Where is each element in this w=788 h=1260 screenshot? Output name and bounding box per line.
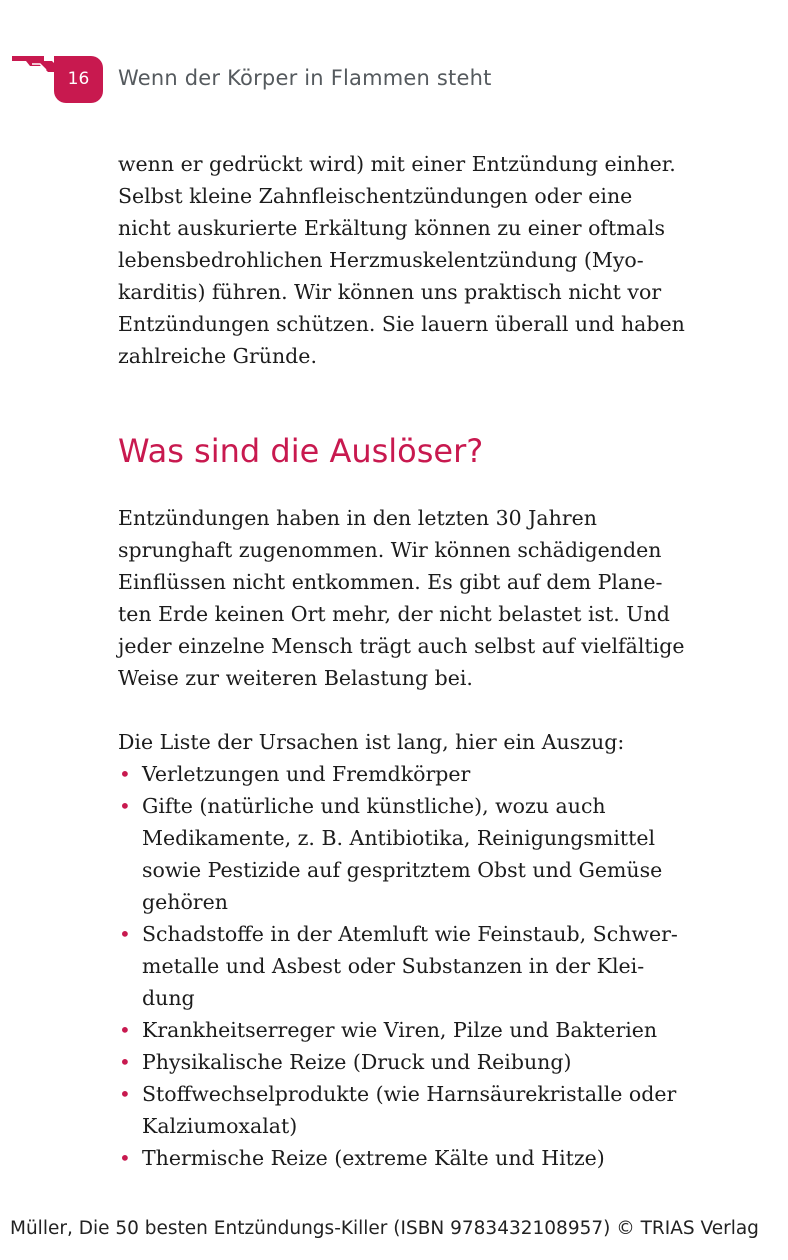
section-heading: Was sind die Auslöser?	[118, 432, 484, 470]
text-line: Schadstoffe in der Atemluft wie Feinstaub, Schwer-	[142, 922, 678, 946]
text-line: wenn er gedrückt wird) mit einer Entzündung einher.	[118, 152, 676, 176]
text-line: gehören	[142, 890, 228, 914]
text-line: Verletzungen und Fremdkörper	[142, 762, 471, 786]
bullet-icon: •	[119, 794, 131, 818]
text-line: dung	[142, 986, 195, 1010]
bullet-icon: •	[119, 1018, 131, 1042]
text-line: Die Liste der Ursachen ist lang, hier ein Auszug:	[118, 730, 625, 754]
text-line: Krankheitserreger wie Viren, Pilze und Bakterien	[142, 1018, 658, 1042]
text-line: Selbst kleine Zahnfleischentzündungen oder eine	[118, 184, 633, 208]
list-item	[118, 790, 738, 918]
text-line: Physikalische Reize (Druck und Reibung)	[142, 1050, 572, 1074]
running-title: Wenn der Körper in Flammen steht	[118, 66, 492, 90]
copyright-footer: Müller, Die 50 besten Entzündungs-Killer (ISBN 9783432108957) © TRIAS Verlag	[10, 1218, 759, 1239]
text-line: ten Erde keinen Ort mehr, der nicht belastet ist. Und	[118, 602, 670, 626]
page-number-badge: 16	[54, 56, 103, 103]
list-item	[118, 1142, 738, 1174]
page-header	[0, 52, 788, 104]
bullet-icon: •	[119, 1050, 131, 1074]
list-item	[118, 1046, 738, 1078]
intro-paragraph	[118, 148, 718, 372]
text-line: sowie Pestizide auf gespritztem Obst und Gemüse	[142, 858, 663, 882]
text-line: Entzündungen haben in den letzten 30 Jahren	[118, 506, 597, 530]
text-line: Weise zur weiteren Belastung bei.	[118, 666, 473, 690]
text-line: Stoffwechselprodukte (wie Harnsäurekristalle oder	[142, 1082, 677, 1106]
text-line: Kalziumoxalat)	[142, 1114, 298, 1138]
list-item	[118, 758, 738, 790]
text-line: sprunghaft zugenommen. Wir können schädigenden	[118, 538, 662, 562]
text-line: Entzündungen schützen. Sie lauern überall und haben	[118, 312, 685, 336]
text-line: Thermische Reize (extreme Kälte und Hitze)	[142, 1146, 605, 1170]
bullet-icon: •	[119, 1146, 131, 1170]
bullet-icon: •	[119, 922, 131, 946]
text-line: zahlreiche Gründe.	[118, 344, 317, 368]
main-paragraph	[118, 502, 718, 694]
text-line: Einflüssen nicht entkommen. Es gibt auf dem Plane-	[118, 570, 663, 594]
bullet-icon: •	[119, 1082, 131, 1106]
list-item	[118, 1014, 738, 1046]
list-intro	[118, 726, 718, 758]
list-item	[118, 1078, 738, 1142]
text-line: Medikamente, z. B. Antibiotika, Reinigungsmittel	[142, 826, 656, 850]
text-line: karditis) führen. Wir können uns praktisch nicht vor	[118, 280, 662, 304]
text-line: lebensbedrohlichen Herzmuskelentzündung (Myo-	[118, 248, 644, 272]
list-item	[118, 918, 738, 1014]
text-line: jeder einzelne Mensch trägt auch selbst auf vielfältige	[118, 634, 685, 658]
text-line: nicht auskurierte Erkältung können zu einer oftmals	[118, 216, 665, 240]
text-line: metalle und Asbest oder Substanzen in der Klei-	[142, 954, 645, 978]
bullet-icon: •	[119, 762, 131, 786]
causes-list	[118, 758, 738, 1174]
text-line: Gifte (natürliche und künstliche), wozu auch	[142, 794, 606, 818]
